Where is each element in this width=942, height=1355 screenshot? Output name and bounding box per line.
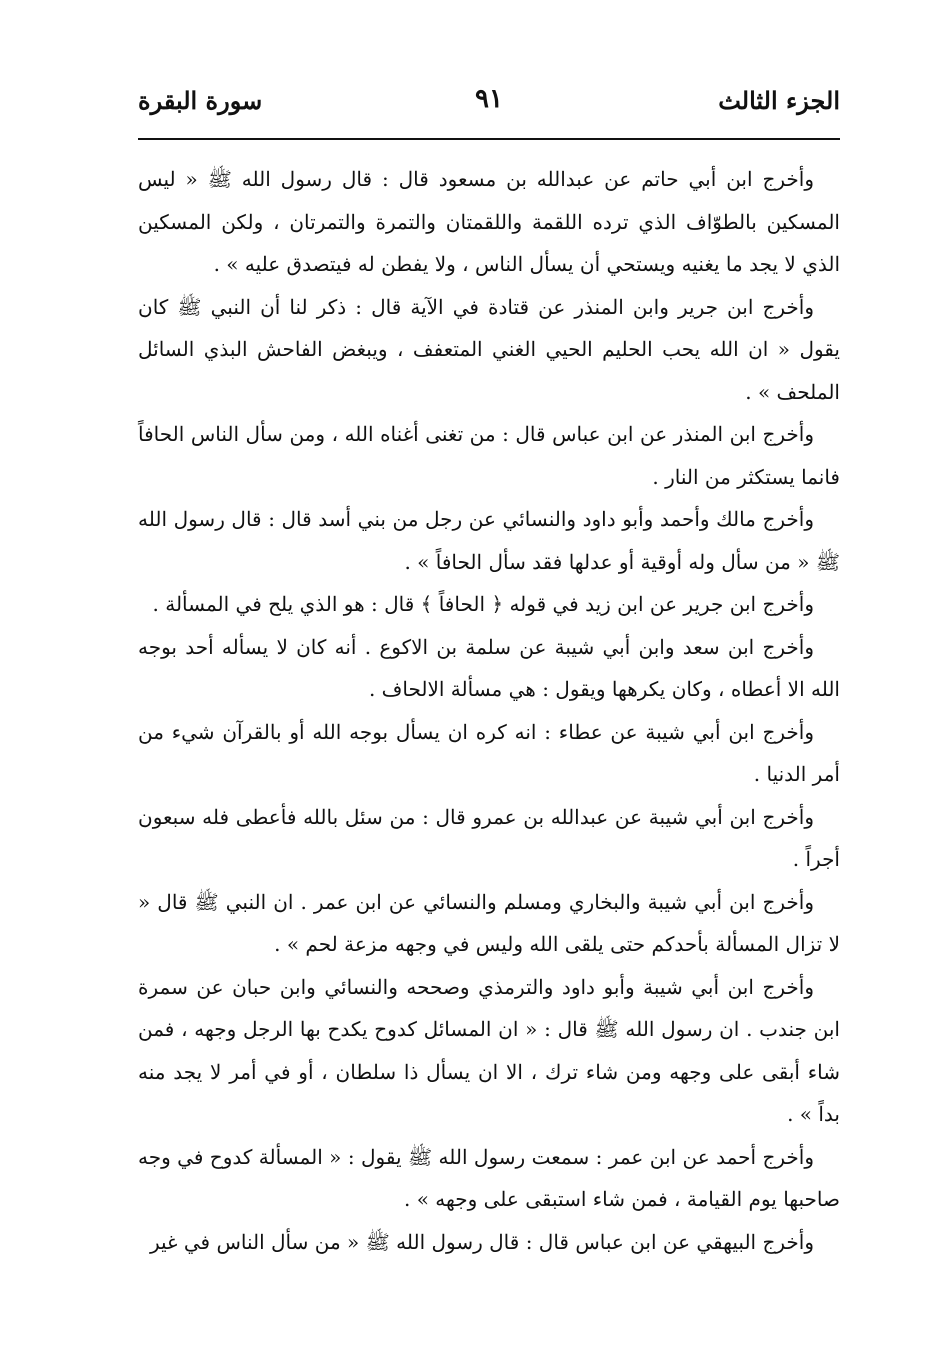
page-number: ٩١ — [475, 84, 503, 114]
part-title: الجزء الثالث — [718, 86, 840, 115]
paragraph: وأخرج ابن أبي شيبة والبخاري ومسلم والنسائي عن ابن عمر . ان النبي ﷺ قال « لا تزال المسألة بأحدكم حتى يلقى الله وليس في وجهه مزعة لحم » . — [138, 889, 840, 956]
paragraph: وأخرج أحمد عن ابن عمر : سمعت رسول الله ﷺ يقول : « المسألة كدوح في وجه صاحبها يوم القيامة ، فمن شاء استبقى على وجهه » . — [138, 1144, 840, 1211]
header-rule — [138, 138, 840, 140]
paragraph: وأخرج ابن سعد وابن أبي شيبة عن سلمة بن الاكوع . أنه كان لا يسأله أحد بوجه الله الا أعطاه ، وكان يكرهها ويقول : هي مسألة الالحاف . — [138, 634, 840, 701]
paragraph: وأخرج ابن أبي شيبة عن عبدالله بن عمرو قال : من سئل بالله فأعطى فله سبعون أجراً . — [138, 804, 840, 871]
paragraph: وأخرج ابن جرير وابن المنذر عن قتادة في الآية قال : ذكر لنا أن النبي ﷺ كان يقول « ان الله يحب الحليم الحيي الغني المتعفف ، ويبغض الفاحش البذي السائل الملحف » . — [138, 294, 840, 404]
paragraph: وأخرج مالك وأحمد وأبو داود والنسائي عن رجل من بني أسد قال : قال رسول الله ﷺ « من سأل وله أوقية أو عدلها فقد سأل الحافاً » . — [138, 507, 840, 574]
running-header — [138, 82, 840, 126]
paragraph: وأخرج ابن أبي شيبة وأبو داود والترمذي وصححه والنسائي وابن حبان عن سمرة ابن جندب . ان رسول الله ﷺ قال : « ان المسائل كدوح يكدح بها الرجل وجهه ، فمن شاء أبقى على وجهه ومن شاء ترك ، الا ان يسأل ذا سلطان ، أو في أمر لا يجد منه بداً » . — [138, 974, 840, 1126]
surah-title: سورة البقرة — [138, 86, 263, 115]
paragraph: وأخرج ابن المنذر عن ابن عباس قال : من تغنى أغناه الله ، ومن سأل الناس الحافاً فانما يستكثر من النار . — [138, 422, 840, 489]
paragraph: وأخرج ابن جرير عن ابن زيد في قوله ﴿ الحافاً ﴾ قال : هو الذي يلح في المسألة . — [152, 592, 814, 616]
paragraph: وأخرج البيهقي عن ابن عباس قال : قال رسول الله ﷺ « من سأل الناس في غير — [149, 1229, 814, 1254]
paragraph: وأخرج ابن أبي حاتم عن عبدالله بن مسعود قال : قال رسول الله ﷺ « ليس المسكين بالطوّاف الذي ترده اللقمة واللقمتان والتمرة والتمرتان ، ولكن المسكين الذي لا يجد ما يغنيه ويستحي أن يسأل الناس ، ولا يفطن له فيتصدق عليه » . — [138, 167, 840, 276]
paragraph: وأخرج ابن أبي شيبة عن عطاء : انه كره ان يسأل بوجه الله أو بالقرآن شيء من أمر الدنيا . — [138, 719, 840, 786]
page-body — [138, 158, 840, 1263]
